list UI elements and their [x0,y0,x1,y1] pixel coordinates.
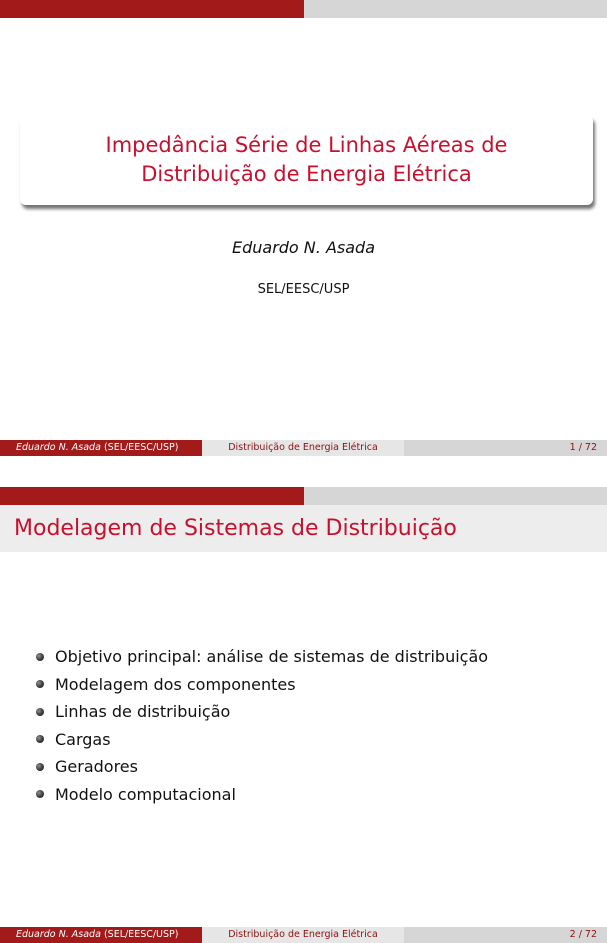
footer-author-block [0,440,202,456]
list-item [36,781,488,809]
footer-short-title: Distribuição de Energia Elétrica [202,440,404,456]
footer-author-block [0,927,202,943]
bullet-icon [36,680,44,688]
top-progress-bar-fill [0,487,304,505]
institute: SEL/EESC/USP [257,282,350,297]
slide-1 [0,0,607,456]
list-item-text: Cargas [55,729,111,749]
presentation-title: Impedância Série de Linhas Aéreas de Distribuição de Energia Elétrica [105,133,508,186]
title-box [20,115,593,205]
bullet-icon [36,708,44,716]
bullet-icon [36,763,44,771]
bullet-icon [36,735,44,743]
footer-page-number: 2 / 72 [404,927,607,943]
list-item [36,671,488,699]
list-item [36,753,488,781]
footer-page-number: 1 / 72 [404,440,607,456]
list-item-text: Modelagem dos componentes [55,674,296,694]
frame-title-bar [0,505,607,552]
footer [0,440,607,456]
footer-author: Eduardo N. Asada [16,929,101,940]
footer-author: Eduardo N. Asada [16,442,101,453]
frame-title: Modelagem de Sistemas de Distribuição [14,516,457,541]
top-progress-bar [0,0,607,18]
slide-2 [0,487,607,943]
list-item-text: Geradores [55,757,138,777]
list-item-text: Linhas de distribuição [55,702,231,722]
bullet-icon [36,790,44,798]
footer [0,927,607,943]
list-item [36,643,488,671]
bullet-list [36,643,488,808]
list-item-text: Objetivo principal: análise de sistemas de distribuição [55,647,489,667]
list-item [36,726,488,754]
list-item [36,698,488,726]
top-progress-bar-fill [0,0,304,18]
footer-institute: (SEL/EESC/USP) [103,929,179,940]
author-name: Eduardo N. Asada [231,238,375,257]
slide-gap [0,456,607,487]
list-item-text: Modelo computacional [55,784,236,804]
bullet-icon [36,653,44,661]
footer-short-title: Distribuição de Energia Elétrica [202,927,404,943]
top-progress-bar [0,487,607,505]
footer-institute: (SEL/EESC/USP) [103,442,179,453]
